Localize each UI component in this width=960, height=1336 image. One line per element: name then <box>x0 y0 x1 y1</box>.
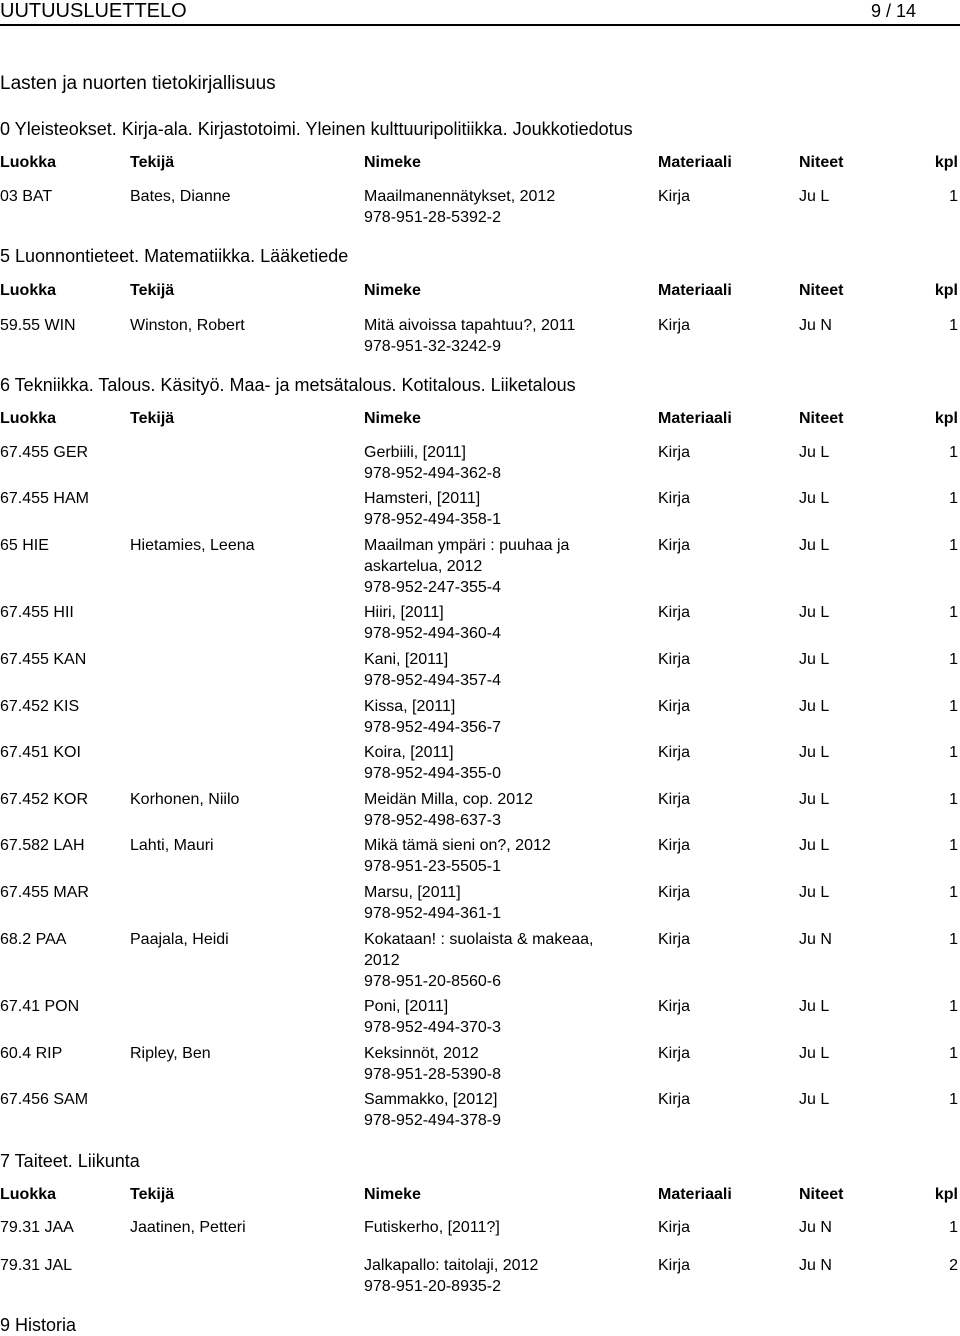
volumes-code: Ju L <box>799 604 830 621</box>
copy-count: 1 <box>949 1091 958 1108</box>
isbn: 978-951-20-8560-6 <box>364 973 501 990</box>
page-number: 9 / 14 <box>870 1 916 21</box>
column-header-tekija: Tekijä <box>130 154 175 171</box>
material-type: Kirja <box>658 537 691 554</box>
call-number: 67.455 HAM <box>0 490 89 507</box>
call-number: 67.455 KAN <box>0 651 87 668</box>
column-header-niteet: Niteet <box>799 154 844 171</box>
section-heading: 0 Yleisteokset. Kirja-ala. Kirjastotoimi. Yleinen kulttuuripolitiikka. Joukkotiedotus <box>0 119 633 139</box>
volumes-code: Ju L <box>799 837 830 854</box>
author: Paajala, Heidi <box>130 931 229 948</box>
isbn: 978-952-494-362-8 <box>364 465 501 482</box>
column-header-luokka: Luokka <box>0 154 57 171</box>
column-header-materiaali: Materiaali <box>658 282 732 299</box>
column-header-luokka: Luokka <box>0 1186 57 1203</box>
column-header-niteet: Niteet <box>799 410 844 427</box>
isbn: 978-952-494-378-9 <box>364 1112 501 1129</box>
copy-count: 1 <box>949 444 958 461</box>
call-number: 67.455 HII <box>0 604 74 621</box>
material-type: Kirja <box>658 188 691 205</box>
author: Bates, Dianne <box>130 188 231 205</box>
title: Kani, [2011] <box>364 651 449 668</box>
copy-count: 1 <box>949 604 958 621</box>
isbn: 978-952-247-355-4 <box>364 579 501 596</box>
copy-count: 1 <box>949 651 958 668</box>
section-heading: 5 Luonnontieteet. Matematiikka. Lääketiede <box>0 246 349 266</box>
column-header-kpl: kpl <box>934 1186 958 1203</box>
isbn: 978-952-494-370-3 <box>364 1019 501 1036</box>
copy-count: 2 <box>949 1257 958 1274</box>
isbn: 978-951-32-3242-9 <box>364 338 501 355</box>
volumes-code: Ju N <box>799 1219 832 1236</box>
title: Mitä aivoissa tapahtuu?, 2011 <box>364 317 576 334</box>
column-header-nimeke: Nimeke <box>364 154 421 171</box>
volumes-code: Ju L <box>799 651 830 668</box>
volumes-code: Ju L <box>799 791 830 808</box>
column-header-nimeke: Nimeke <box>364 1186 421 1203</box>
call-number: 67.452 KOR <box>0 791 89 808</box>
title: Gerbiili, [2011] <box>364 444 466 461</box>
material-type: Kirja <box>658 490 691 507</box>
material-type: Kirja <box>658 884 691 901</box>
material-type: Kirja <box>658 744 691 761</box>
title: Maailman ympäri : puuhaa ja <box>364 537 570 554</box>
document-title: UUTUUSLUETTELO <box>0 0 187 22</box>
call-number: 67.455 MAR <box>0 884 89 901</box>
material-type: Kirja <box>658 998 691 1015</box>
isbn: 978-952-494-355-0 <box>364 765 501 782</box>
author: Lahti, Mauri <box>130 837 214 854</box>
column-header-materiaali: Materiaali <box>658 410 732 427</box>
column-header-materiaali: Materiaali <box>658 1186 732 1203</box>
column-header-materiaali: Materiaali <box>658 154 732 171</box>
copy-count: 1 <box>949 837 958 854</box>
column-header-nimeke: Nimeke <box>364 282 421 299</box>
volumes-code: Ju L <box>799 884 830 901</box>
call-number: 59.55 WIN <box>0 317 76 334</box>
title: Keksinnöt, 2012 <box>364 1045 479 1062</box>
author: Winston, Robert <box>130 317 245 334</box>
material-type: Kirja <box>658 1219 691 1236</box>
copy-count: 1 <box>949 884 958 901</box>
copy-count: 1 <box>949 188 958 205</box>
copy-count: 1 <box>949 1045 958 1062</box>
column-header-luokka: Luokka <box>0 282 57 299</box>
column-header-tekija: Tekijä <box>130 1186 175 1203</box>
title: Futiskerho, [2011?] <box>364 1219 500 1236</box>
isbn: 978-951-23-5505-1 <box>364 858 501 875</box>
author: Hietamies, Leena <box>130 537 255 554</box>
call-number: 79.31 JAA <box>0 1219 74 1236</box>
isbn: 978-952-494-360-4 <box>364 625 501 642</box>
call-number: 67.452 KIS <box>0 698 80 715</box>
section-heading: 6 Tekniikka. Talous. Käsityö. Maa- ja metsätalous. Kotitalous. Liiketalous <box>0 375 576 395</box>
material-type: Kirja <box>658 791 691 808</box>
author: Korhonen, Niilo <box>130 791 240 808</box>
call-number: 67.456 SAM <box>0 1091 89 1108</box>
title: Kissa, [2011] <box>364 698 456 715</box>
column-header-kpl: kpl <box>934 154 958 171</box>
copy-count: 1 <box>949 998 958 1015</box>
title: Hiiri, [2011] <box>364 604 444 621</box>
volumes-code: Ju N <box>799 317 832 334</box>
page-header <box>0 0 960 30</box>
copy-count: 1 <box>949 537 958 554</box>
material-type: Kirja <box>658 698 691 715</box>
section-heading: 7 Taiteet. Liikunta <box>0 1151 140 1171</box>
call-number: 67.582 LAH <box>0 837 85 854</box>
title: Poni, [2011] <box>364 998 449 1015</box>
material-type: Kirja <box>658 651 691 668</box>
material-type: Kirja <box>658 931 691 948</box>
isbn: 978-952-494-357-4 <box>364 672 501 689</box>
volumes-code: Ju N <box>799 931 832 948</box>
isbn: 978-952-498-637-3 <box>364 812 501 829</box>
title: Koira, [2011] <box>364 744 454 761</box>
header-divider <box>0 24 960 26</box>
column-header-tekija: Tekijä <box>130 410 175 427</box>
volumes-code: Ju L <box>799 744 830 761</box>
copy-count: 1 <box>949 698 958 715</box>
volumes-code: Ju L <box>799 490 830 507</box>
title: 2012 <box>364 952 400 969</box>
isbn: 978-951-28-5392-2 <box>364 209 501 226</box>
volumes-code: Ju L <box>799 537 830 554</box>
author: Jaatinen, Petteri <box>130 1219 246 1236</box>
copy-count: 1 <box>949 317 958 334</box>
call-number: 03 BAT <box>0 188 53 205</box>
call-number: 65 HIE <box>0 537 49 554</box>
material-type: Kirja <box>658 837 691 854</box>
call-number: 79.31 JAL <box>0 1257 73 1274</box>
copy-count: 1 <box>949 931 958 948</box>
copy-count: 1 <box>949 490 958 507</box>
author: Ripley, Ben <box>130 1045 211 1062</box>
call-number: 60.4 RIP <box>0 1045 63 1062</box>
copy-count: 1 <box>949 1219 958 1236</box>
copy-count: 1 <box>949 744 958 761</box>
title: Jalkapallo: taitolaji, 2012 <box>364 1257 539 1274</box>
isbn: 978-951-20-8935-2 <box>364 1278 501 1295</box>
section-heading: 9 Historia <box>0 1315 77 1335</box>
column-header-niteet: Niteet <box>799 282 844 299</box>
volumes-code: Ju L <box>799 698 830 715</box>
isbn: 978-952-494-356-7 <box>364 719 501 736</box>
column-header-nimeke: Nimeke <box>364 410 421 427</box>
title: Hamsteri, [2011] <box>364 490 481 507</box>
volumes-code: Ju L <box>799 1045 830 1062</box>
volumes-code: Ju L <box>799 188 830 205</box>
title: Meidän Milla, cop. 2012 <box>364 791 533 808</box>
title: Maailmanennätykset, 2012 <box>364 188 556 205</box>
volumes-code: Ju N <box>799 1257 832 1274</box>
volumes-code: Ju L <box>799 1091 830 1108</box>
material-type: Kirja <box>658 604 691 621</box>
column-header-kpl: kpl <box>934 282 958 299</box>
title: Sammakko, [2012] <box>364 1091 498 1108</box>
material-type: Kirja <box>658 1091 691 1108</box>
title: Kokataan! : suolaista & makeaa, <box>364 931 594 948</box>
volumes-code: Ju L <box>799 998 830 1015</box>
column-header-luokka: Luokka <box>0 410 57 427</box>
main-title: Lasten ja nuorten tietokirjallisuus <box>0 73 276 94</box>
title: Marsu, [2011] <box>364 884 461 901</box>
call-number: 67.41 PON <box>0 998 80 1015</box>
column-header-kpl: kpl <box>934 410 958 427</box>
column-header-niteet: Niteet <box>799 1186 844 1203</box>
call-number: 67.455 GER <box>0 444 89 461</box>
title: Mikä tämä sieni on?, 2012 <box>364 837 551 854</box>
title: askartelua, 2012 <box>364 558 483 575</box>
material-type: Kirja <box>658 1257 691 1274</box>
isbn: 978-952-494-361-1 <box>364 905 501 922</box>
isbn: 978-951-28-5390-8 <box>364 1066 501 1083</box>
material-type: Kirja <box>658 444 691 461</box>
material-type: Kirja <box>658 317 691 334</box>
isbn: 978-952-494-358-1 <box>364 511 501 528</box>
material-type: Kirja <box>658 1045 691 1062</box>
volumes-code: Ju L <box>799 444 830 461</box>
call-number: 68.2 PAA <box>0 931 67 948</box>
call-number: 67.451 KOI <box>0 744 81 761</box>
copy-count: 1 <box>949 791 958 808</box>
column-header-tekija: Tekijä <box>130 282 175 299</box>
